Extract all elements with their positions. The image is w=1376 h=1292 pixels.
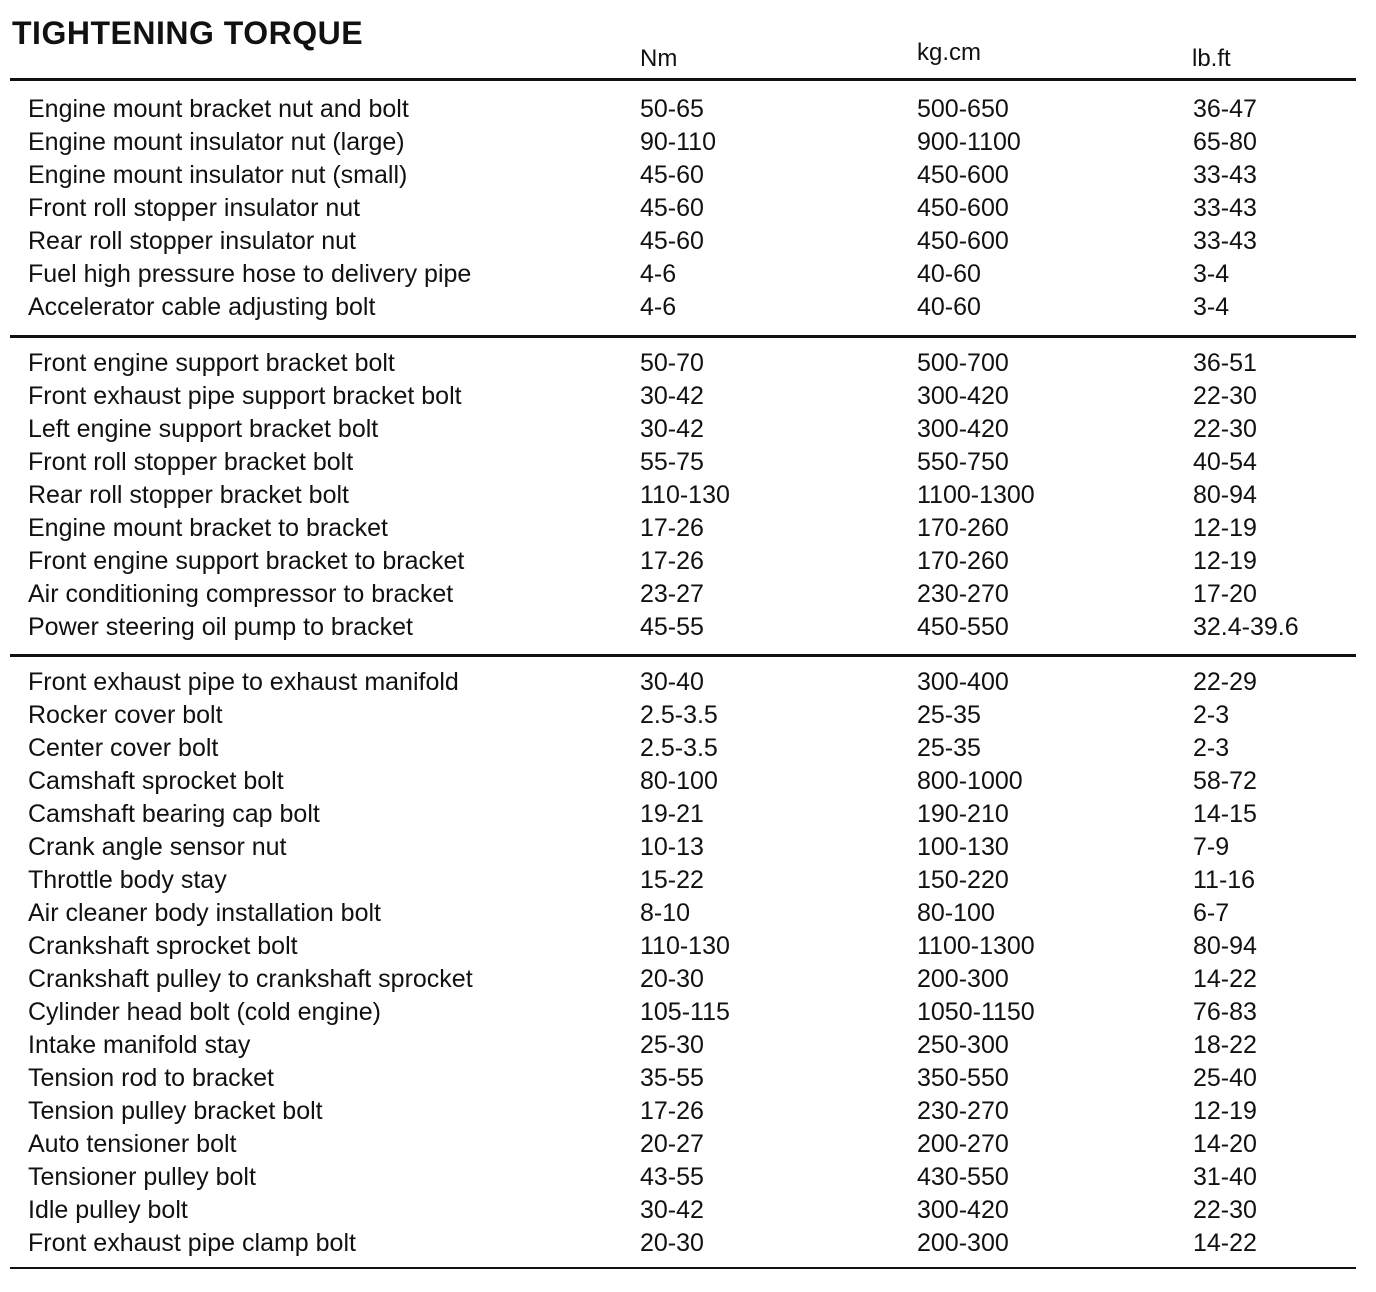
- torque-kgcm-value: 25-35: [917, 734, 981, 762]
- torque-lbft-value: 36-51: [1193, 349, 1257, 377]
- torque-lbft-value: 14-22: [1193, 1229, 1257, 1257]
- torque-nm-value: 30-40: [640, 668, 704, 696]
- torque-kgcm-value: 300-420: [917, 382, 1009, 410]
- column-header-kgcm: kg.cm: [917, 39, 982, 66]
- torque-lbft-value: 22-30: [1193, 415, 1257, 443]
- item-name: Crank angle sensor nut: [28, 833, 287, 861]
- torque-lbft-value: 22-29: [1193, 668, 1257, 696]
- torque-lbft-value: 33-43: [1193, 161, 1257, 189]
- torque-kgcm-value: 450-600: [917, 161, 1009, 189]
- item-name: Tension pulley bracket bolt: [28, 1097, 323, 1125]
- item-name: Fuel high pressure hose to delivery pipe: [28, 260, 472, 288]
- header-divider: [10, 78, 1356, 81]
- torque-nm-value: 90-110: [640, 128, 716, 156]
- item-name: Camshaft bearing cap bolt: [28, 800, 320, 828]
- torque-lbft-value: 14-20: [1193, 1130, 1257, 1158]
- table-row: [0, 413, 1376, 446]
- torque-lbft-value: 58-72: [1193, 767, 1257, 795]
- section-divider: [10, 654, 1356, 657]
- item-name: Cylinder head bolt (cold engine): [28, 998, 381, 1026]
- torque-lbft-value: 11-16: [1193, 866, 1256, 894]
- torque-nm-value: 20-30: [640, 965, 704, 993]
- torque-nm-value: 50-70: [640, 349, 704, 377]
- item-name: Front engine support bracket to bracket: [28, 547, 465, 575]
- torque-nm-value: 35-55: [640, 1064, 704, 1092]
- table-row: [0, 798, 1376, 831]
- table-row: [0, 930, 1376, 963]
- item-name: Front roll stopper insulator nut: [28, 194, 361, 222]
- torque-lbft-value: 80-94: [1193, 481, 1257, 509]
- torque-lbft-value: 32.4-39.6: [1193, 613, 1299, 641]
- item-name: Front engine support bracket bolt: [28, 349, 395, 377]
- item-name: Air conditioning compressor to bracket: [28, 580, 454, 608]
- item-name: Rocker cover bolt: [28, 701, 223, 729]
- table-row: [0, 93, 1376, 126]
- item-name: Power steering oil pump to bracket: [28, 613, 413, 641]
- item-name: Engine mount insulator nut (large): [28, 128, 405, 156]
- torque-lbft-value: 33-43: [1193, 227, 1257, 255]
- item-name: Engine mount insulator nut (small): [28, 161, 408, 189]
- torque-kgcm-value: 350-550: [917, 1064, 1009, 1092]
- table-row: [0, 611, 1376, 644]
- column-header-nm: Nm: [640, 45, 678, 72]
- torque-kgcm-value: 200-300: [917, 1229, 1009, 1257]
- torque-nm-value: 17-26: [640, 514, 704, 542]
- item-name: Auto tensioner bolt: [28, 1130, 237, 1158]
- table-row: [0, 897, 1376, 930]
- item-name: Front exhaust pipe support bracket bolt: [28, 382, 462, 410]
- item-name: Throttle body stay: [28, 866, 227, 894]
- torque-lbft-value: 2-3: [1193, 701, 1230, 729]
- table-row: [0, 1128, 1376, 1161]
- torque-nm-value: 20-27: [640, 1130, 704, 1158]
- torque-kgcm-value: 800-1000: [917, 767, 1023, 795]
- torque-kgcm-value: 300-420: [917, 1196, 1009, 1224]
- torque-lbft-value: 2-3: [1193, 734, 1230, 762]
- torque-nm-value: 10-13: [640, 833, 704, 861]
- torque-nm-value: 20-30: [640, 1229, 704, 1257]
- table-row: [0, 1062, 1376, 1095]
- item-name: Rear roll stopper bracket bolt: [28, 481, 349, 509]
- table-row: [0, 192, 1376, 225]
- torque-nm-value: 80-100: [640, 767, 718, 795]
- torque-lbft-value: 31-40: [1193, 1163, 1257, 1191]
- table-row: [0, 996, 1376, 1029]
- torque-nm-value: 45-60: [640, 227, 704, 255]
- table-row: [0, 159, 1376, 192]
- item-name: Air cleaner body installation bolt: [28, 899, 381, 927]
- torque-kgcm-value: 100-130: [917, 833, 1009, 861]
- torque-lbft-value: 25-40: [1193, 1064, 1257, 1092]
- torque-section-engine-components: [0, 666, 1376, 1260]
- torque-section-brackets: [0, 347, 1376, 644]
- torque-nm-value: 45-60: [640, 161, 704, 189]
- torque-nm-value: 2.5-3.5: [640, 701, 718, 729]
- torque-lbft-value: 80-94: [1193, 932, 1257, 960]
- torque-lbft-value: 12-19: [1193, 1097, 1257, 1125]
- torque-nm-value: 30-42: [640, 415, 704, 443]
- torque-kgcm-value: 40-60: [917, 260, 981, 288]
- item-name: Front exhaust pipe clamp bolt: [28, 1229, 356, 1257]
- torque-section-engine-mounts: [0, 93, 1376, 324]
- torque-lbft-value: 36-47: [1193, 95, 1257, 123]
- torque-lbft-value: 14-15: [1193, 800, 1257, 828]
- torque-kgcm-value: 200-300: [917, 965, 1009, 993]
- torque-nm-value: 110-130: [640, 932, 730, 960]
- table-row: [0, 1029, 1376, 1062]
- torque-nm-value: 55-75: [640, 448, 704, 476]
- torque-kgcm-value: 40-60: [917, 293, 981, 321]
- torque-kgcm-value: 300-420: [917, 415, 1009, 443]
- torque-nm-value: 8-10: [640, 899, 691, 927]
- torque-nm-value: 50-65: [640, 95, 704, 123]
- torque-lbft-value: 22-30: [1193, 382, 1257, 410]
- torque-kgcm-value: 1050-1150: [917, 998, 1035, 1026]
- torque-nm-value: 110-130: [640, 481, 730, 509]
- table-row: [0, 666, 1376, 699]
- item-name: Engine mount bracket nut and bolt: [28, 95, 409, 123]
- torque-lbft-value: 76-83: [1193, 998, 1257, 1026]
- torque-kgcm-value: 1100-1300: [917, 932, 1035, 960]
- torque-lbft-value: 6-7: [1193, 899, 1230, 927]
- table-row: [0, 126, 1376, 159]
- torque-kgcm-value: 550-750: [917, 448, 1009, 476]
- table-row: [0, 963, 1376, 996]
- item-name: Intake manifold stay: [28, 1031, 251, 1059]
- table-row: [0, 699, 1376, 732]
- torque-kgcm-value: 450-600: [917, 227, 1009, 255]
- torque-lbft-value: 3-4: [1193, 293, 1230, 321]
- table-row: [0, 864, 1376, 897]
- torque-lbft-value: 3-4: [1193, 260, 1230, 288]
- torque-nm-value: 17-26: [640, 547, 704, 575]
- torque-nm-value: 23-27: [640, 580, 704, 608]
- section-divider: [10, 335, 1356, 338]
- torque-nm-value: 17-26: [640, 1097, 704, 1125]
- table-row: [0, 380, 1376, 413]
- table-row: [0, 258, 1376, 291]
- table-row: [0, 291, 1376, 324]
- torque-nm-value: 25-30: [640, 1031, 704, 1059]
- torque-kgcm-value: 190-210: [917, 800, 1009, 828]
- table-row: [0, 831, 1376, 864]
- torque-nm-value: 45-60: [640, 194, 704, 222]
- torque-nm-value: 30-42: [640, 382, 704, 410]
- column-header-lbft: lb.ft: [1192, 45, 1231, 72]
- torque-kgcm-value: 230-270: [917, 1097, 1009, 1125]
- item-name: Front exhaust pipe to exhaust manifold: [28, 668, 459, 696]
- torque-kgcm-value: 900-1100: [917, 128, 1021, 156]
- page-title: TIGHTENING TORQUE: [12, 15, 364, 51]
- item-name: Rear roll stopper insulator nut: [28, 227, 356, 255]
- torque-kgcm-value: 500-650: [917, 95, 1009, 123]
- torque-nm-value: 2.5-3.5: [640, 734, 718, 762]
- table-bottom-rule: [10, 1267, 1356, 1269]
- torque-nm-value: 19-21: [640, 800, 704, 828]
- torque-nm-value: 45-55: [640, 613, 704, 641]
- item-name: Camshaft sprocket bolt: [28, 767, 284, 795]
- table-row: [0, 1095, 1376, 1128]
- torque-nm-value: 105-115: [640, 998, 730, 1026]
- torque-lbft-value: 17-20: [1193, 580, 1257, 608]
- item-name: Front roll stopper bracket bolt: [28, 448, 354, 476]
- torque-nm-value: 4-6: [640, 260, 677, 288]
- table-row: [0, 545, 1376, 578]
- torque-kgcm-value: 230-270: [917, 580, 1009, 608]
- item-name: Accelerator cable adjusting bolt: [28, 293, 376, 321]
- torque-kgcm-value: 250-300: [917, 1031, 1009, 1059]
- torque-lbft-value: 40-54: [1193, 448, 1257, 476]
- torque-lbft-value: 12-19: [1193, 547, 1257, 575]
- torque-nm-value: 43-55: [640, 1163, 704, 1191]
- torque-lbft-value: 12-19: [1193, 514, 1257, 542]
- table-row: [0, 512, 1376, 545]
- table-row: [0, 578, 1376, 611]
- torque-kgcm-value: 300-400: [917, 668, 1009, 696]
- torque-lbft-value: 22-30: [1193, 1196, 1257, 1224]
- table-row: [0, 732, 1376, 765]
- torque-kgcm-value: 430-550: [917, 1163, 1009, 1191]
- torque-kgcm-value: 150-220: [917, 866, 1009, 894]
- torque-kgcm-value: 170-260: [917, 514, 1009, 542]
- torque-lbft-value: 33-43: [1193, 194, 1257, 222]
- table-row: [0, 765, 1376, 798]
- torque-lbft-value: 14-22: [1193, 965, 1257, 993]
- torque-kgcm-value: 450-550: [917, 613, 1009, 641]
- item-name: Tension rod to bracket: [28, 1064, 274, 1092]
- torque-lbft-value: 18-22: [1193, 1031, 1257, 1059]
- torque-kgcm-value: 500-700: [917, 349, 1009, 377]
- torque-kgcm-value: 450-600: [917, 194, 1009, 222]
- torque-lbft-value: 65-80: [1193, 128, 1257, 156]
- item-name: Engine mount bracket to bracket: [28, 514, 388, 542]
- item-name: Idle pulley bolt: [28, 1196, 188, 1224]
- torque-kgcm-value: 200-270: [917, 1130, 1009, 1158]
- torque-kgcm-value: 80-100: [917, 899, 995, 927]
- torque-kgcm-value: 170-260: [917, 547, 1009, 575]
- torque-nm-value: 4-6: [640, 293, 677, 321]
- item-name: Center cover bolt: [28, 734, 219, 762]
- item-name: Crankshaft pulley to crankshaft sprocket: [28, 965, 473, 993]
- torque-kgcm-value: 25-35: [917, 701, 981, 729]
- item-name: Crankshaft sprocket bolt: [28, 932, 298, 960]
- table-row: [0, 479, 1376, 512]
- table-row: [0, 446, 1376, 479]
- torque-nm-value: 30-42: [640, 1196, 704, 1224]
- torque-nm-value: 15-22: [640, 866, 704, 894]
- table-row: [0, 1194, 1376, 1227]
- table-row: [0, 1227, 1376, 1260]
- table-row: [0, 1161, 1376, 1194]
- table-row: [0, 225, 1376, 258]
- torque-lbft-value: 7-9: [1193, 833, 1230, 861]
- torque-kgcm-value: 1100-1300: [917, 481, 1035, 509]
- table-row: [0, 347, 1376, 380]
- item-name: Left engine support bracket bolt: [28, 415, 379, 443]
- item-name: Tensioner pulley bolt: [28, 1163, 256, 1191]
